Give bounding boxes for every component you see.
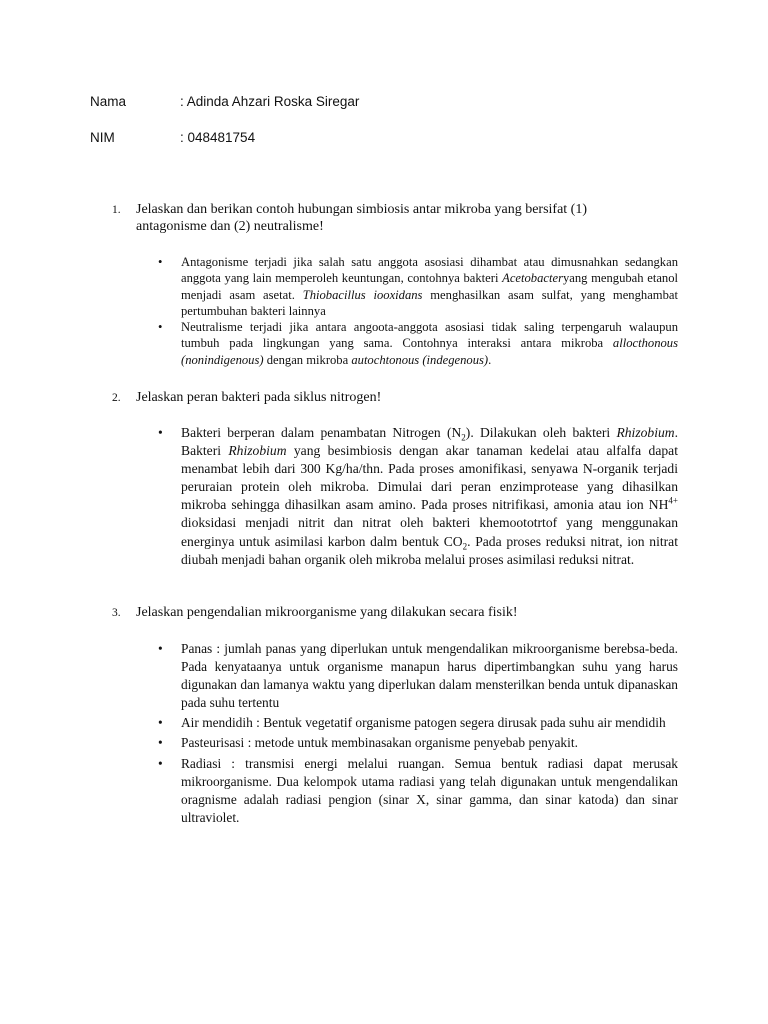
name-label: Nama bbox=[90, 94, 127, 109]
nim-label: NIM bbox=[90, 130, 115, 145]
answer-1-list bbox=[158, 254, 678, 368]
list-item: • Neutralisme terjadi jika antara angoota-anggota asosiasi tidak saling terpengaruh walaupun tumbuh pada lingkungan yang sama. Contohnya interaksi antara mikroba allocthonous (nonindigenous) dengan mikroba autochtonous (indegenous). bbox=[158, 319, 678, 368]
nim-row bbox=[90, 130, 255, 145]
list-item: • Radiasi : transmisi energi melalui ruangan. Semua bentuk radiasi dapat merusak mikroorganisme. Dua kelompok utama radiasi yang telah digunakan untuk mengendalikan oragnisme adalah radiasi pengion (sinar X, sinar gamma, dan sinar katoda) dan sinar ultraviolet. bbox=[158, 755, 678, 827]
list-item: • Bakteri berperan dalam penambatan Nitrogen $(N_2)$. Dilakukan oleh bakteri Rhizobium. Bakteri Rhizobium yang besimbiosis dengan akar tanaman kedelai atau alfalfa dapat menambat lebih dari 300 Kg/ha/thn. Pada proses amonifikasi, senyawa N-organik terjadi peruraian protein oleh mikroba. Dimulai dari peran enzimprotease yang dihasilkan mikroba sehingga dihasilkan asam amino. Pada proses nitrifikasi, amonia atau ion $NH^{4+}$ dioksidasi menjadi nitrit dan nitrat oleh bakteri khemoototrtof yang menggunakan energinya untuk asimilasi karbon dalm bentuk $CO_2$. Pada proses reduksi nitrat, ion nitrat diubah menjadi bahan organik oleh mikroba melalui proses asimilasi reduksi nitrat. bbox=[158, 424, 678, 569]
question-number: 2. bbox=[112, 392, 121, 404]
question-text: Jelaskan pengendalian mikroorganisme yang dilakukan secara fisik! bbox=[136, 605, 518, 620]
list-item: • Antagonisme terjadi jika salah satu anggota asosiasi dihambat atau dimusnahkan sedangkan anggota yang lain memperoleh keuntungan, contohnya bakteri Acetobacteryang mengubah etanol menjadi asam asetat. Thiobacillus iooxidans menghasilkan asam sulfat, yang menghambat pertumbuhan bakteri lainnya bbox=[158, 254, 678, 319]
list-item: • Air mendidih : Bentuk vegetatif organisme patogen segera dirusak pada suhu air mendidih bbox=[158, 714, 678, 732]
answer-3-list bbox=[158, 640, 678, 829]
list-item: • Pasteurisasi : metode untuk membinasakan organisme penyebab penyakit. bbox=[158, 734, 678, 752]
nim-value: : 048481754 bbox=[180, 130, 256, 145]
question-number: 1. bbox=[112, 204, 121, 216]
question-text: Jelaskan peran bakteri pada siklus nitrogen! bbox=[136, 390, 382, 405]
answer-2-list bbox=[158, 424, 678, 569]
name-row bbox=[90, 94, 359, 109]
list-item: • Panas : jumlah panas yang diperlukan untuk mengendalikan mikroorganisme berebsa-beda. Pada kenyataanya untuk organisme manapun harus dipertimbangkan suhu yang harus digunakan dan lamanya waktu yang diperlukan dalam mensterilkan benda untuk dipanaskan pada suhu tertentu bbox=[158, 640, 678, 712]
question-3 bbox=[112, 604, 652, 621]
question-2 bbox=[112, 389, 652, 406]
question-text: Jelaskan dan berikan contoh hubungan simbiosis antar mikroba yang bersifat (1) antagonisme dan (2) neutralisme! bbox=[136, 202, 587, 234]
question-1 bbox=[112, 201, 652, 235]
name-value: : Adinda Ahzari Roska Siregar bbox=[180, 94, 360, 109]
question-number: 3. bbox=[112, 607, 121, 619]
